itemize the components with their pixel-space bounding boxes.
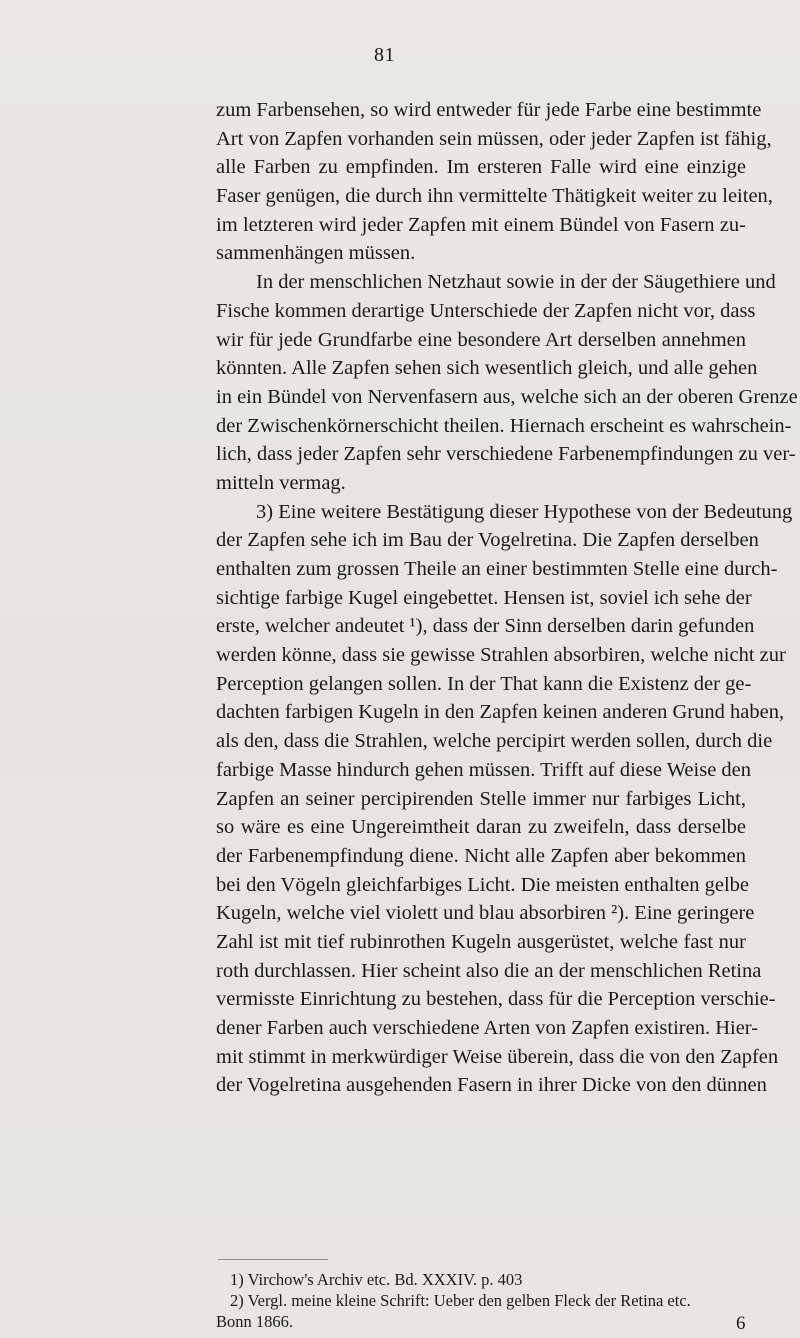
footnote-divider <box>218 1259 328 1260</box>
text-line: bei den Vögeln gleichfarbiges Licht. Die meisten enthalten gelbe <box>216 873 750 896</box>
text-line: in ein Bündel von Nervenfasern aus, welche sich an der oberen Grenze <box>216 385 798 408</box>
text-line: Fische kommen derartige Unterschiede der Zapfen nicht vor, dass <box>216 299 756 322</box>
footnote: 1) Virchow's Archiv etc. Bd. XXXIV. p. 403 <box>230 1270 523 1289</box>
text-line: 3) Eine weitere Bestätigung dieser Hypothese von der Bedeutung <box>256 500 793 523</box>
text-line: vermisste Einrichtung zu bestehen, dass für die Perception verschie- <box>216 988 776 1011</box>
text-line: sammenhängen müssen. <box>216 242 416 265</box>
text-line: alle Farben zu empfinden. Im ersteren Falle wird eine einzige <box>216 156 746 179</box>
text-line: werden könne, dass sie gewisse Strahlen absorbiren, welche nicht zur <box>216 644 786 667</box>
text-line: Kugeln, welche viel violett und blau absorbiren ²). Eine geringere <box>216 902 755 925</box>
text-line: im letzteren wird jeder Zapfen mit einem Bündel von Fasern zu- <box>216 213 746 236</box>
text-line: farbige Masse hindurch gehen müssen. Trifft auf diese Weise den <box>216 758 752 781</box>
text-line: wir für jede Grundfarbe eine besondere Art derselben annehmen <box>216 328 746 351</box>
text-line: Zahl ist mit tief rubinrothen Kugeln ausgerüstet, welche fast nur <box>216 930 746 953</box>
text-line: erste, welcher andeutet ¹), dass der Sinn derselben darin gefunden <box>216 615 755 638</box>
text-line: könnten. Alle Zapfen sehen sich wesentlich gleich, und alle gehen <box>216 357 758 380</box>
text-line: roth durchlassen. Hier scheint also die an der menschlichen Retina <box>216 959 762 982</box>
text-line: mitteln vermag. <box>216 471 346 494</box>
text-line: In der menschlichen Netzhaut sowie in der der Säugethiere und <box>256 271 776 294</box>
text-line: so wäre es eine Ungereimtheit daran zu zweifeln, dass derselbe <box>216 816 746 839</box>
text-line: enthalten zum grossen Theile an einer bestimmten Stelle eine durch- <box>216 558 778 580</box>
text-line: Art von Zapfen vorhanden sein müssen, oder jeder Zapfen ist fähig, <box>216 127 772 150</box>
footnotes <box>216 1269 746 1332</box>
body-text <box>216 96 798 1100</box>
page-number: 81 <box>374 44 395 66</box>
text-line: dener Farben auch verschiedene Arten von Zapfen existiren. Hier- <box>216 1017 759 1039</box>
text-line: Perception gelangen sollen. In der That kann die Existenz der ge- <box>216 672 752 695</box>
text-line: zum Farbensehen, so wird entweder für jede Farbe eine bestimmte <box>216 99 762 121</box>
text-line: dachten farbigen Kugeln in den Zapfen keinen anderen Grund haben, <box>216 701 785 724</box>
text-line: der Vogelretina ausgehenden Fasern in ihrer Dicke von den dünnen <box>216 1074 767 1097</box>
footnote-continuation: Bonn 1866. <box>216 1312 294 1331</box>
text-line: der Zwischenkörnerschicht theilen. Hiernach erscheint es wahrschein- <box>216 414 792 437</box>
text-line: lich, dass jeder Zapfen sehr verschiedene Farbenempfindungen zu ver- <box>216 443 796 466</box>
text-line: der Zapfen sehe ich im Bau der Vogelretina. Die Zapfen derselben <box>216 529 759 552</box>
text-line: der Farbenempfindung diene. Nicht alle Zapfen aber bekommen <box>216 844 746 867</box>
text-line: Zapfen an seiner percipirenden Stelle immer nur farbiges Licht, <box>216 787 746 810</box>
footnote: 2) Vergl. meine kleine Schrift: Ueber den gelben Fleck der Retina etc. <box>230 1291 691 1310</box>
text-line: sichtige farbige Kugel eingebettet. Hensen ist, soviel ich sehe der <box>216 586 752 609</box>
text-line: als den, dass die Strahlen, welche percipirt werden sollen, durch die <box>216 730 773 753</box>
signature-mark: 6 <box>736 1313 746 1334</box>
text-line: mit stimmt in merkwürdiger Weise überein, dass die von den Zapfen <box>216 1045 779 1068</box>
text-line: Faser genügen, die durch ihn vermittelte Thätigkeit weiter zu leiten, <box>216 185 773 208</box>
